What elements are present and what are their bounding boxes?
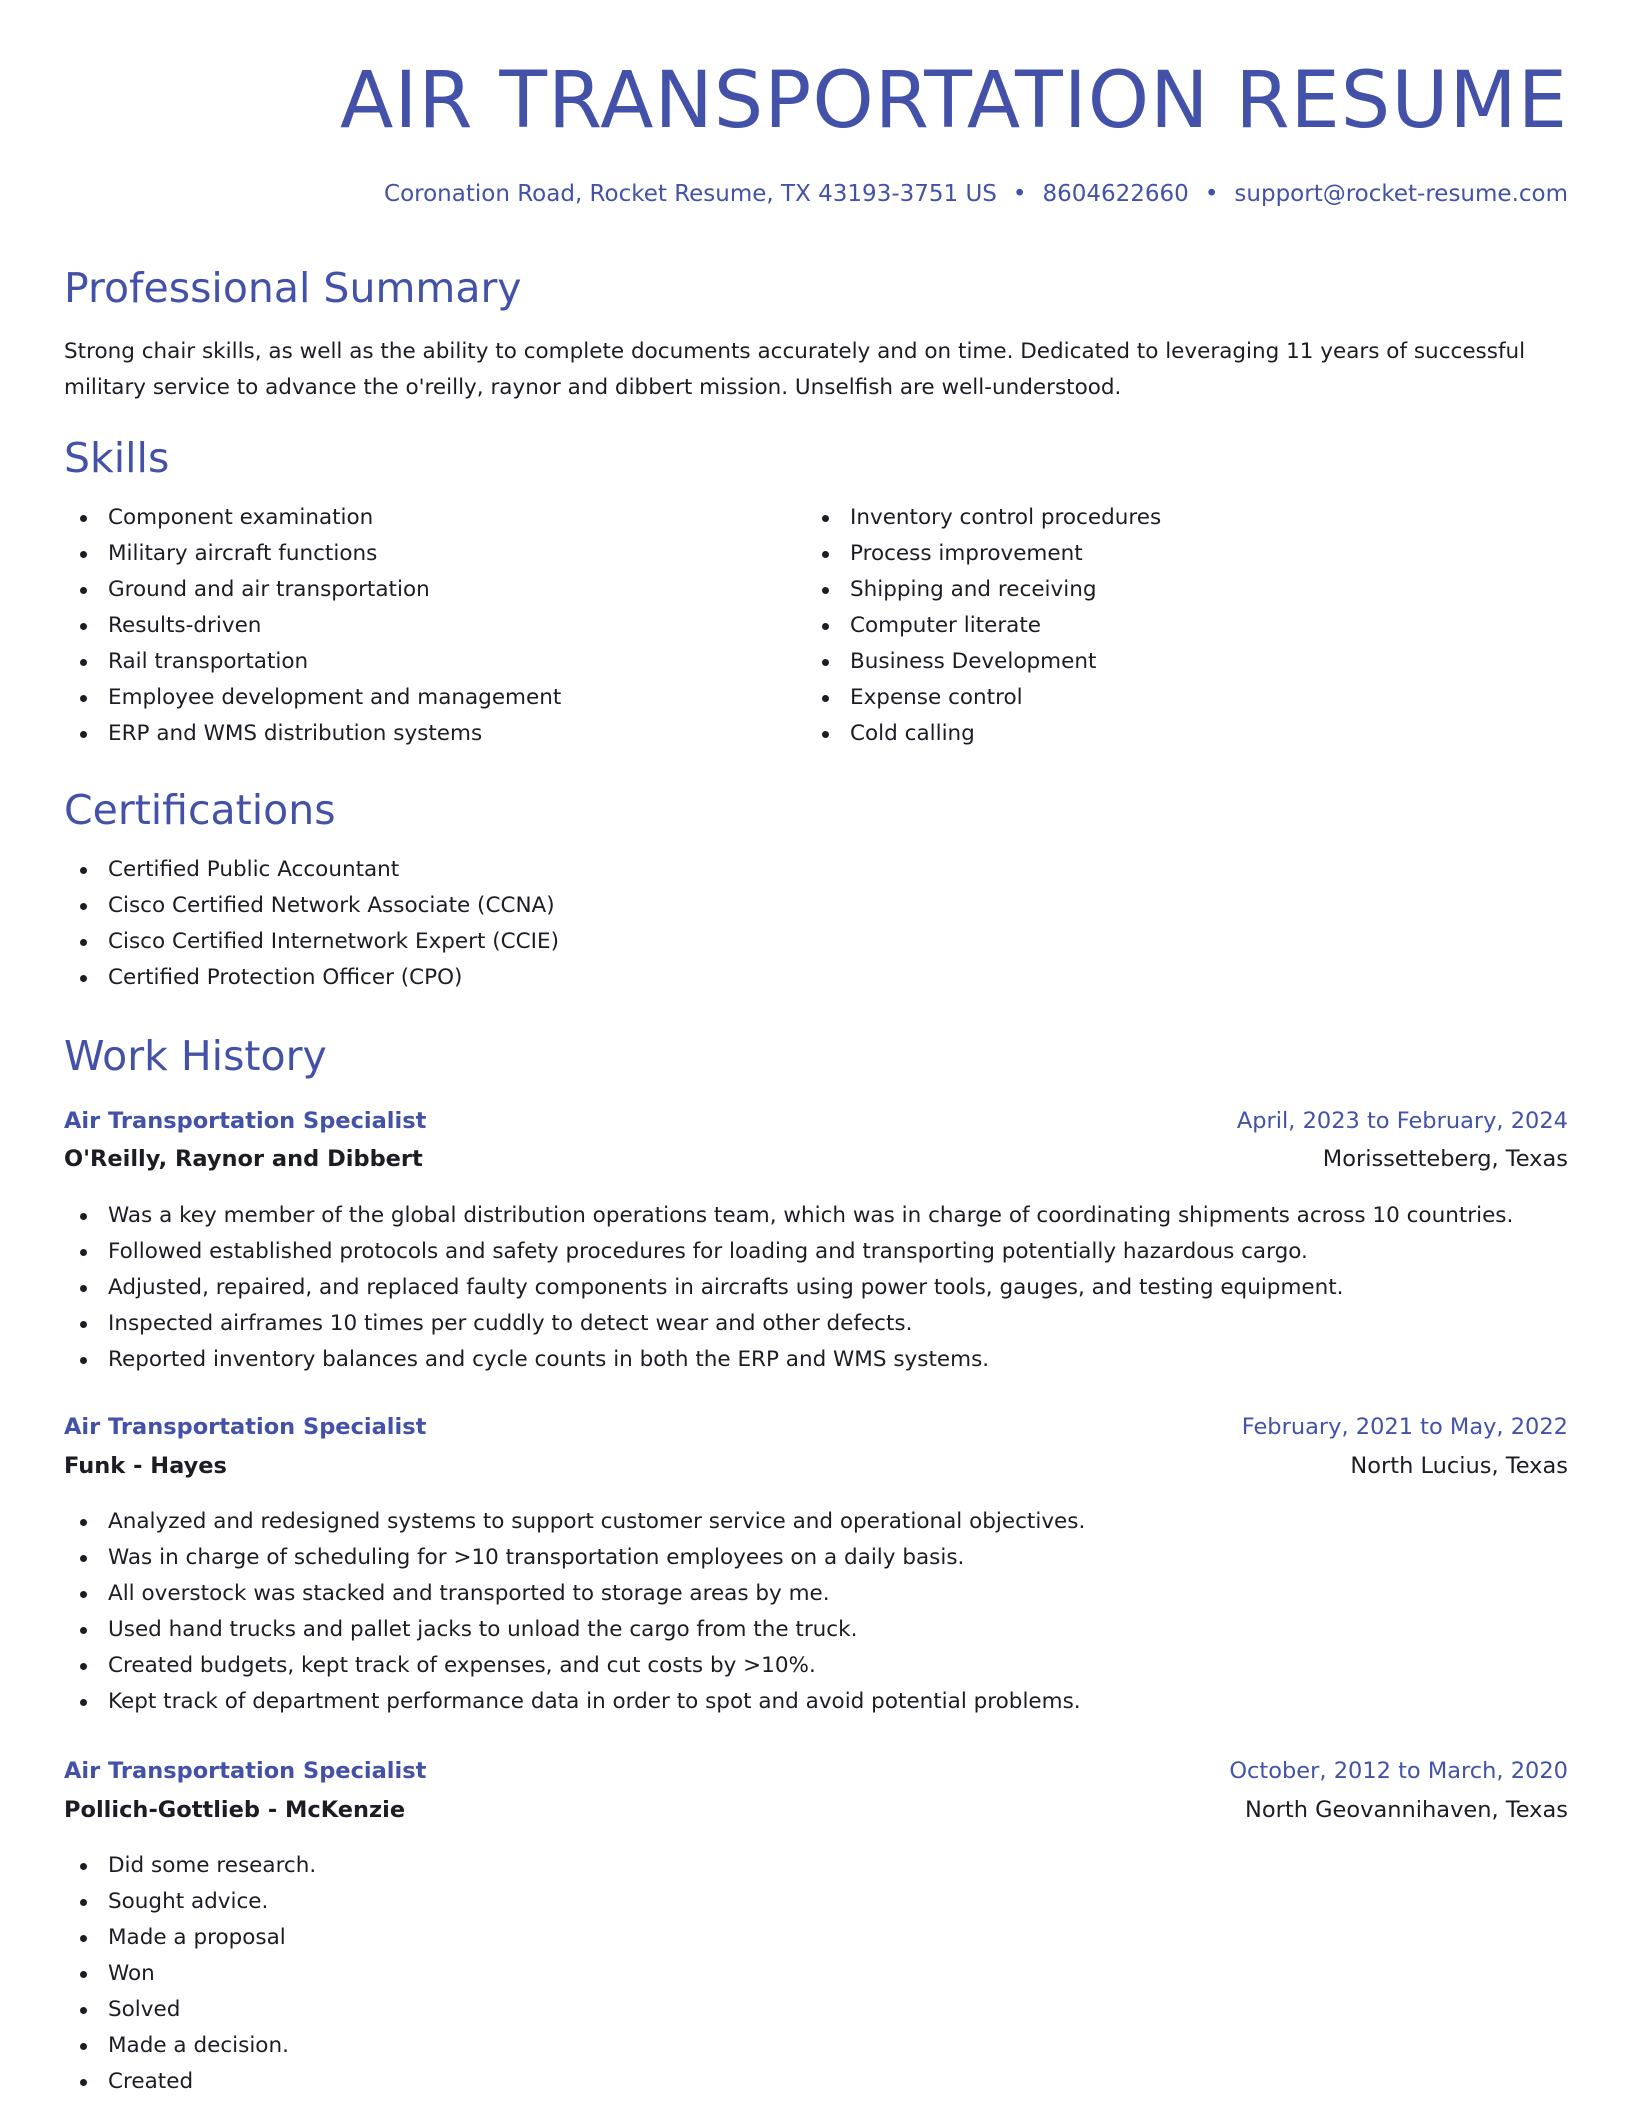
list-item: All overstock was stacked and transported to storage areas by me. — [64, 1576, 1085, 1612]
list-item: Expense control — [806, 680, 1161, 716]
list-item: Employee development and management — [64, 680, 561, 716]
list-item: Ground and air transportation — [64, 572, 561, 608]
list-item: Made a proposal — [64, 1920, 316, 1956]
job-bullets — [64, 1848, 316, 2100]
list-item: Sought advice. — [64, 1884, 316, 1920]
job-company: Funk - Hayes — [64, 1453, 227, 1479]
list-item: Shipping and receiving — [806, 572, 1161, 608]
list-item: Solved — [64, 1992, 316, 2028]
summary-heading: Professional Summary — [64, 264, 522, 312]
list-item: Cisco Certified Network Associate (CCNA) — [64, 888, 559, 924]
job-location: North Geovannihaven, Texas — [1245, 1797, 1568, 1823]
contact-separator: • — [1204, 181, 1219, 207]
contact-address: Coronation Road, Rocket Resume, TX 43193-3751 US — [384, 181, 997, 207]
summary-text: Strong chair skills, as well as the ability to complete documents accurately and on time. Dedicated to leveraging 11 years of successful military service to advance the o'reilly, raynor and dibbert mission. Unselfish are well-understood. — [64, 339, 1526, 400]
list-item: Business Development — [806, 644, 1161, 680]
contact-line — [384, 181, 1568, 207]
list-item: Rail transportation — [64, 644, 561, 680]
resume-title: AIR TRANSPORTATION RESUME — [340, 56, 1568, 146]
skills-list-right — [806, 500, 1161, 752]
list-item: Won — [64, 1956, 316, 1992]
list-item: Component examination — [64, 500, 561, 536]
list-item: Cold calling — [806, 716, 1161, 752]
job-dates: February, 2021 to May, 2022 — [1241, 1414, 1568, 1440]
list-item: Did some research. — [64, 1848, 316, 1884]
job-title: Air Transportation Specialist — [64, 1414, 427, 1440]
job-bullets — [64, 1198, 1513, 1378]
list-item: Created — [64, 2064, 316, 2100]
list-item: Analyzed and redesigned systems to support customer service and operational objectives. — [64, 1504, 1085, 1540]
job-dates: October, 2012 to March, 2020 — [1229, 1758, 1568, 1784]
contact-phone: 8604622660 — [1042, 181, 1189, 207]
list-item: Cisco Certified Internetwork Expert (CCIE) — [64, 924, 559, 960]
list-item: Kept track of department performance data in order to spot and avoid potential problems. — [64, 1684, 1085, 1720]
list-item: Was a key member of the global distribution operations team, which was in charge of coordinating shipments across 10 countries. — [64, 1198, 1513, 1234]
list-item: Made a decision. — [64, 2028, 316, 2064]
job-company: Pollich-Gottlieb - McKenzie — [64, 1797, 406, 1823]
list-item: Process improvement — [806, 536, 1161, 572]
job-dates: April, 2023 to February, 2024 — [1236, 1108, 1568, 1134]
list-item: Reported inventory balances and cycle counts in both the ERP and WMS systems. — [64, 1342, 1513, 1378]
skills-list-left — [64, 500, 561, 752]
list-item: Inventory control procedures — [806, 500, 1161, 536]
list-item: Used hand trucks and pallet jacks to unload the cargo from the truck. — [64, 1612, 1085, 1648]
contact-email[interactable]: support@rocket-resume.com — [1234, 181, 1568, 207]
job-company: O'Reilly, Raynor and Dibbert — [64, 1146, 423, 1172]
list-item: Certified Protection Officer (CPO) — [64, 960, 559, 996]
list-item: Inspected airframes 10 times per cuddly to detect wear and other defects. — [64, 1306, 1513, 1342]
list-item: Military aircraft functions — [64, 536, 561, 572]
job-title: Air Transportation Specialist — [64, 1758, 427, 1784]
list-item: Results-driven — [64, 608, 561, 644]
work-history-heading: Work History — [64, 1032, 327, 1080]
certifications-list — [64, 852, 559, 996]
job-location: Morissetteberg, Texas — [1322, 1146, 1568, 1172]
contact-separator: • — [1012, 181, 1027, 207]
list-item: Certified Public Accountant — [64, 852, 559, 888]
list-item: Created budgets, kept track of expenses, and cut costs by >10%. — [64, 1648, 1085, 1684]
job-title: Air Transportation Specialist — [64, 1108, 427, 1134]
list-item: Followed established protocols and safety procedures for loading and transporting potentially hazardous cargo. — [64, 1234, 1513, 1270]
job-bullets — [64, 1504, 1085, 1720]
list-item: Was in charge of scheduling for >10 transportation employees on a daily basis. — [64, 1540, 1085, 1576]
job-location: North Lucius, Texas — [1350, 1453, 1568, 1479]
certifications-heading: Certifications — [64, 786, 336, 834]
list-item: Adjusted, repaired, and replaced faulty components in aircrafts using power tools, gauges, and testing equipment. — [64, 1270, 1513, 1306]
list-item: Computer literate — [806, 608, 1161, 644]
list-item: ERP and WMS distribution systems — [64, 716, 561, 752]
skills-heading: Skills — [64, 434, 170, 482]
